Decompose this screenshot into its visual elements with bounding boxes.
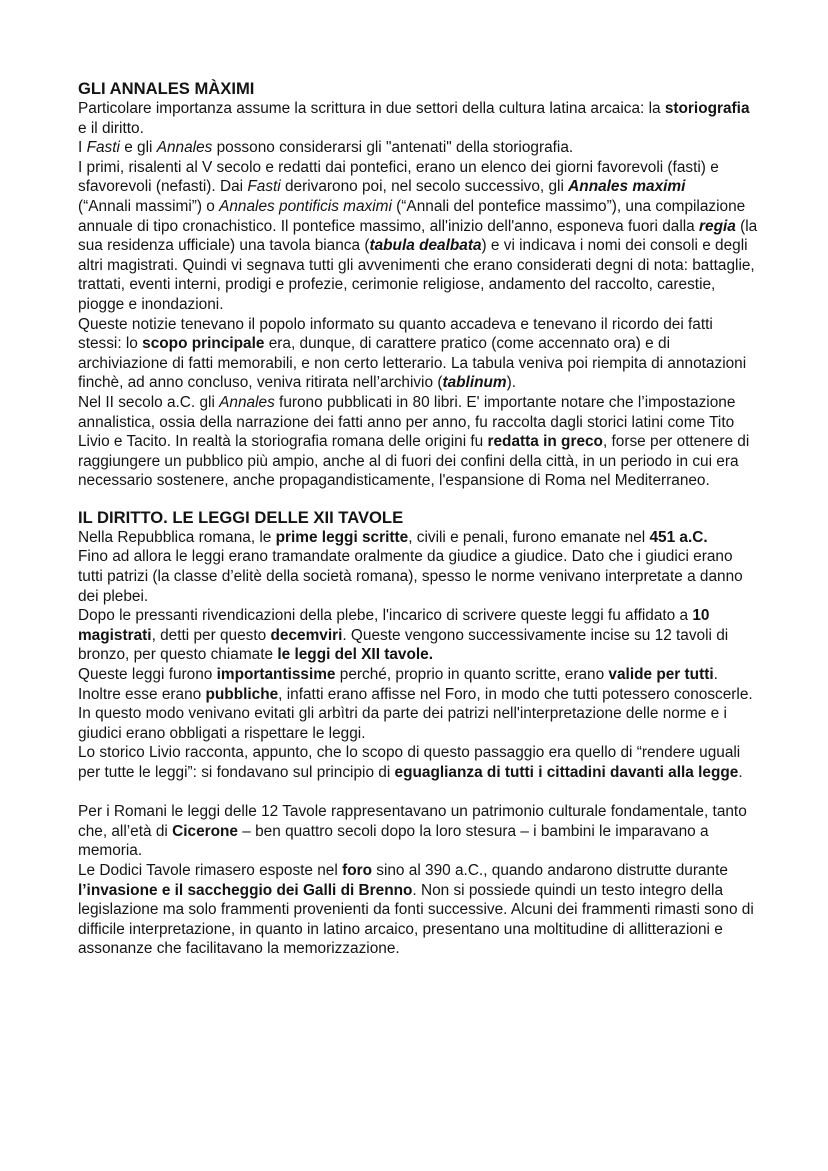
italic-text: Annales [219, 393, 275, 411]
text-run: – ben quattro secoli dopo la loro stesura – i bambini le imparavano a memoria. [78, 822, 709, 860]
paragraph [78, 665, 758, 685]
text-run: Inoltre esse erano [78, 685, 206, 703]
paragraph [78, 393, 758, 491]
text-run: (“Annali massimi”) o [78, 197, 220, 215]
bold-text: importantissime [216, 666, 336, 684]
text-run: ) e vi indicava i nomi dei consoli e degli altri magistrati. Quindi vi segnava tutti gli avvenimenti che erano considerati degni di nota: battaglie, trattati, eventi interni, prodigi e profezie, cerimonie religiose, andamento del raccolto, carestie, piogge e inondazioni. [78, 237, 755, 313]
text-run: Fino ad allora le leggi erano tramandate oralmente da giudice a giudice. Dato che i giudici erano tutti patrizi (la classe d’elitè della società romana), spesso le norme venivano interpretate a danno dei plebei. [78, 548, 743, 605]
paragraph [78, 606, 758, 665]
paragraph [78, 547, 758, 606]
bold-text: pubbliche [205, 685, 279, 703]
bold-text: prime leggi scritte [275, 528, 409, 546]
paragraph [78, 138, 758, 158]
italic-text: Annales pontificis maximi [219, 197, 392, 215]
text-run: (“Annali del pontefice massimo”), una compilazione annuale di tipo cronachistico. Il pontefice massimo, all'inizio dell'anno, esponeva fuori dalla [78, 197, 746, 235]
text-run: e il diritto. [78, 119, 144, 137]
italic-text: Fasti [247, 178, 281, 196]
text-run: furono pubblicati in 80 libri. E' importante notare che l’impostazione annalistica, ossia della narrazione dei fatti anno per anno, fu raccolta dagli storici latini come Tito Livio e Tacito. In realtà la storiografia romana delle origini fu [78, 393, 736, 451]
bold-text: tabula dealbata [369, 237, 482, 255]
text-run: I [78, 139, 87, 157]
paragraph [78, 861, 758, 959]
text-run: derivarono poi, nel secolo successivo, gli [280, 178, 569, 196]
text-run: , detti per questo [151, 626, 271, 644]
section-title-diritto: IL DIRITTO. LE LEGGI DELLE XII TAVOLE [78, 507, 404, 527]
bold-text: Annales maximi [568, 178, 686, 196]
text-run: Queste leggi furono [78, 666, 217, 684]
paragraph-spacer [78, 783, 758, 803]
paragraph [78, 802, 758, 861]
text-run: sino al 390 a.C., quando andarono distrutte durante [371, 861, 728, 879]
bold-text: tablinum [442, 374, 507, 392]
paragraph [78, 685, 758, 744]
italic-text: Fasti [86, 139, 120, 157]
paragraph [78, 528, 758, 548]
text-run: era, dunque, di carattere pratico (come accennato ora) e di archiviazione di fatti memorabili, e non certo letterario. La tabula veniva poi riempita di annotazioni finchè, ad anno concluso, veniva ritirata nell’archivio ( [78, 335, 747, 392]
text-run: I primi, risalenti al V secolo e redatti dai pontefici, erano un elenco dei giorni favorevoli (fasti) e sfavorevoli (nefasti). Dai [78, 158, 719, 196]
text-run: Dopo le pressanti rivendicazioni della plebe, l'incarico di scrivere queste leggi fu affidato a [78, 607, 693, 625]
text-run: , forse per ottenere di raggiungere un pubblico più ampio, anche al di fuori dei confini della città, in un periodo in cui era necessario sostenere, anche propagandisticamente, l'espansione di Roma nel Mediterraneo. [78, 433, 750, 490]
text-run: perché, proprio in quanto scritte, erano [335, 666, 609, 684]
bold-text: Cicerone [172, 822, 238, 840]
bold-text: scopo principale [142, 335, 265, 353]
text-run: . Queste vengono successivamente incise su 12 tavoli di bronzo, per questo chiamate [78, 626, 729, 664]
text-run: , infatti erano affisse nel Foro, in modo che tutti potessero conoscerle. In questo modo venivano evitati gli arbìtri da parte dei patrizi nell'interpretazione delle norme e i giudici erano obbligati a rispettare le leggi. [78, 685, 753, 742]
bold-text: 10 magistrati [78, 607, 710, 644]
bold-text: foro [342, 861, 372, 879]
bold-text: valide per tutti [608, 666, 714, 684]
text-run: . [738, 764, 743, 781]
bold-text: 451 a.C. [649, 528, 708, 546]
text-run: ). [506, 374, 516, 392]
text-run: . Non si possiede quindi un testo integro della legislazione ma solo frammenti provenienti da fonti successive. Alcuni dei frammenti rimasti sono di difficile interpretazione, in quanto in latino arcaico, presentano una moltitudine di allitterazioni e assonanze che facilitavano la memorizzazione. [78, 881, 754, 958]
text-run: Per i Romani le leggi delle 12 Tavole rappresentavano un patrimonio culturale fondamentale, tanto che, all’età di [78, 803, 747, 840]
bold-text: decemviri [270, 626, 343, 644]
text-run: , civili e penali, furono emanate nel [408, 528, 650, 546]
text-run: Particolare importanza assume la scrittura in due settori della cultura latina arcaica: la [78, 100, 665, 117]
text-run: (la sua residenza ufficiale) una tavola bianca ( [78, 217, 758, 255]
text-run: e gli [119, 139, 157, 157]
text-run: Nel II secolo a.C. gli [78, 393, 220, 411]
text-run: Nella Repubblica romana, le [78, 528, 276, 546]
text-run: Lo storico Livio racconta, appunto, che lo scopo di questo passaggio era quello di “rendere uguali per tutte le leggi”: si fondavano sul principio di [78, 744, 741, 781]
text-run: possono considerarsi gli "antenati" della storiografia. [212, 139, 574, 157]
paragraph [78, 158, 758, 197]
document-page [78, 78, 758, 959]
bold-text: le leggi del XII tavole. [277, 646, 434, 664]
bold-text: redatta in greco [487, 433, 603, 451]
italic-text: Annales [156, 139, 213, 157]
paragraph [78, 315, 758, 393]
section-title-annales: GLI ANNALES MÀXIMI [78, 79, 255, 98]
text-run: Queste notizie tenevano il popolo informato su quanto accadeva e tenevano il ricordo dei fatti stessi: lo [78, 315, 713, 353]
paragraph [78, 743, 758, 782]
paragraph [78, 197, 758, 315]
paragraph [78, 99, 758, 138]
bold-text: eguaglianza di tutti i cittadini davanti alla legge [394, 764, 739, 781]
bold-text: l’invasione e il saccheggio dei Galli di Brenno [78, 881, 413, 899]
bold-text: regia [699, 217, 736, 235]
text-run: . [713, 666, 718, 684]
text-run: Le Dodici Tavole rimasero esposte nel [78, 861, 343, 879]
bold-text: storiografia [664, 100, 750, 117]
